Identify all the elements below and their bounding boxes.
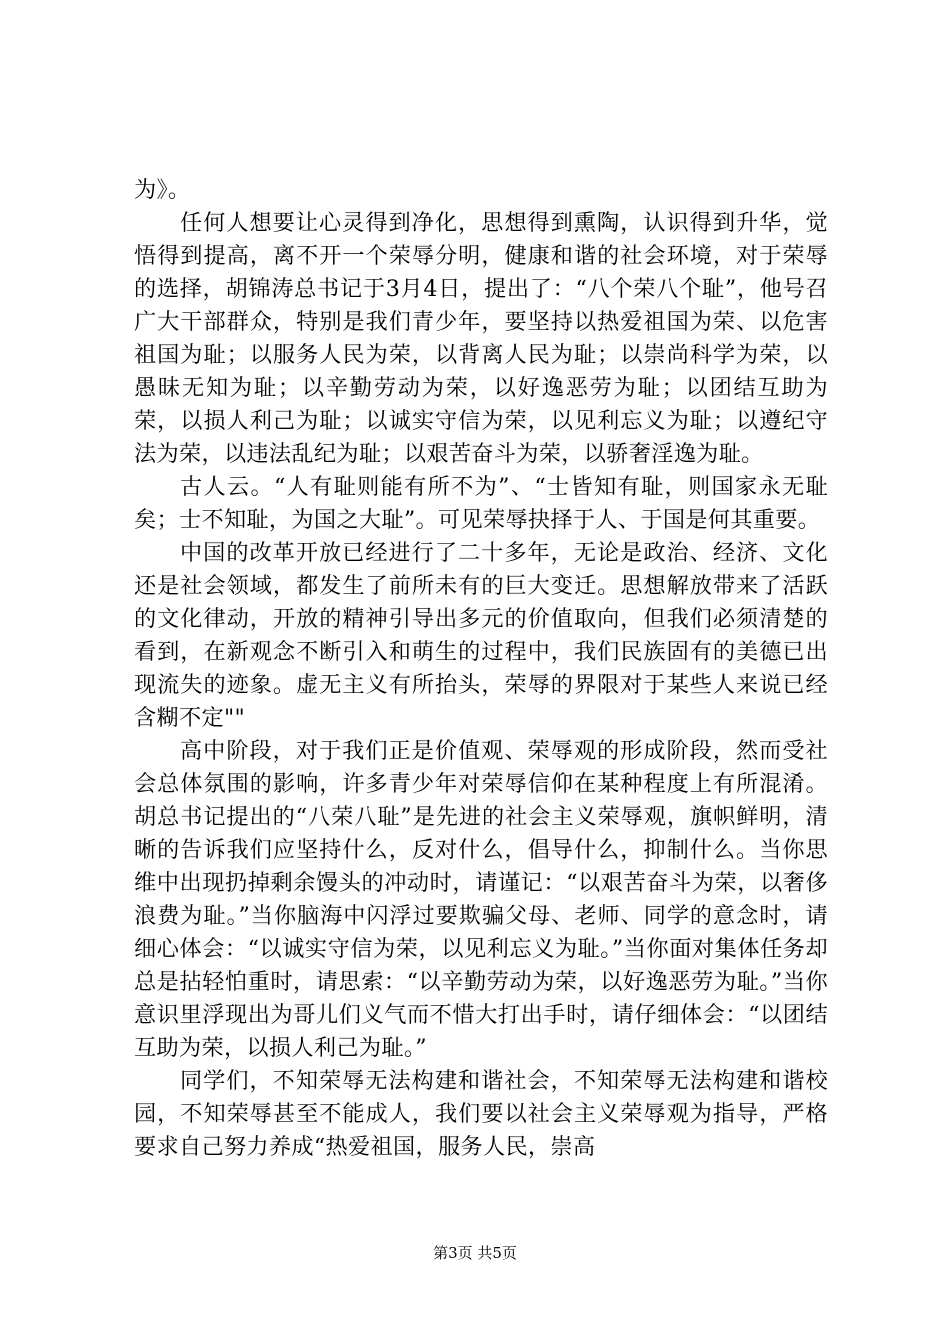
paragraph-continuation: 为》。 [134,177,191,203]
page-number-footer: 第3页 共5页 [433,1244,517,1262]
paragraph-high-school: 高中阶段，对于我们正是价值观、荣辱观的形成阶段，然而受社会总体氛围的影响，许多青少年对荣辱信仰在某种程度上有所混淆。胡总书记提出的“八荣八耻”是先进的社会主义荣辱观，旗帜鲜明，清晰的告诉我们应坚持什么，反对什么，倡导什么，抑制什么。当你思维中出现扔掉剩余馒头的冲动时，请谨记：“以艰苦奋斗为荣，以奢侈浪费为耻。”当你脑海中闪浮过要欺骗父母、老师、同学的意念时，请细心体会：“以诚实守信为荣，以见利忘义为耻。”当你面对集体任务却总是拈轻怕重时，请思索：“以辛勤劳动为荣，以好逸恶劳为耻。”当你意识里浮现出为哥儿们义气而不惜大打出手时，请仔细体会：“以团结互助为荣，以损人利己为耻。” [134,738,828,1061]
document-body [134,174,828,1164]
paragraph-reform-opening: 中国的改革开放已经进行了二十多年，无论是政治、经济、文化还是社会领域，都发生了前所未有的巨大变迁。思想解放带来了活跃的文化律动，开放的精神引导出多元的价值取向，但我们必须清楚的看到，在新观念不断引入和萌生的过程中，我们民族固有的美德已出现流失的迹象。虚无主义有所抬头，荣辱的界限对于某些人来说已经含糊不定"" [134,540,828,731]
paragraph-classmates: 同学们，不知荣辱无法构建和谐社会，不知荣辱无法构建和谐校园，不知荣辱甚至不能成人，我们要以社会主义荣辱观为指导，严格要求自己努力养成“热爱祖国，服务人民，崇高 [134,1068,828,1160]
paragraph-ancient-saying: 古人云。“人有耻则能有所不为”、“士皆知有耻，则国家永无耻矣；士不知耻，为国之大耻”。可见荣辱抉择于人、于国是何其重要。 [134,474,828,533]
paragraph-honor-choice: 任何人想要让心灵得到净化，思想得到熏陶，认识得到升华，觉悟得到提高，离不开一个荣辱分明，健康和谐的社会环境，对于荣辱的选择，胡锦涛总书记于3月4日，提出了：“八个荣八个耻”，他号召广大干部群众，特别是我们青少年，要坚持以热爱祖国为荣、以危害祖国为耻；以服务人民为荣，以背离人民为耻；以崇尚科学为荣，以愚昧无知为耻；以辛勤劳动为荣，以好逸恶劳为耻；以团结互助为荣，以损人利己为耻；以诚实守信为荣，以见利忘义为耻；以遵纪守法为荣，以违法乱纪为耻；以艰苦奋斗为荣，以骄奢淫逸为耻。 [134,210,828,467]
